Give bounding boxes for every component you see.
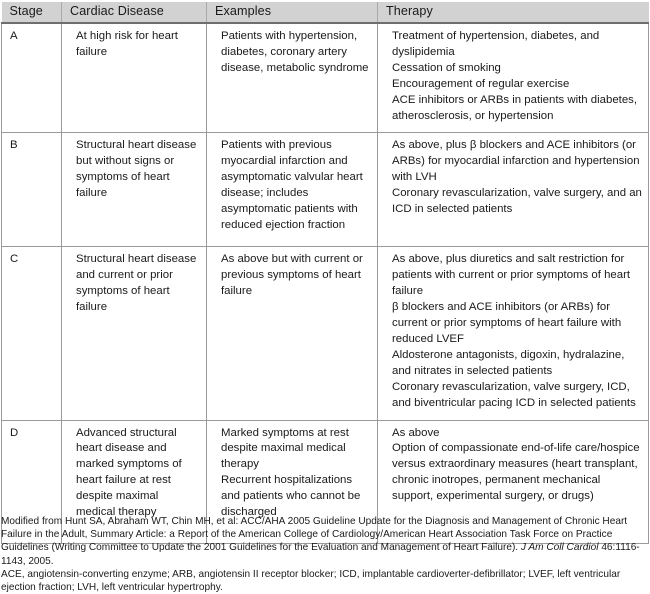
table-row-stage-b: [2, 133, 649, 247]
header-stage: Stage: [2, 2, 62, 23]
therapy-cell: [378, 247, 649, 420]
therapy-item: Coronary revascularization, valve surgery, and an ICD in selected patients: [392, 187, 642, 216]
citation-text: Modified from Hunt SA, Abraham WT, Chin MH, et al: ACC/AHA 2005 Guideline Update for the Diagnosis and Management of Chronic Heart Failure in the Adult, Summary Article: a Report of the American College of Cardiology/American Heart Association Task Force on Practice Guidelines (Writing Committee to Update the 2001 Guidelines for the Evaluation and Management of Heart Failure).: [1, 516, 628, 554]
therapy-item: Encouragement of regular exercise: [392, 77, 570, 90]
abbreviations-note: ACE, angiotensin-converting enzyme; ARB, angiotensin II receptor blocker; ICD, implantable cardioverter-defibrillator; LVEF, left ventricular ejection fraction; LVH, left ventricular hypertrophy.: [1, 568, 621, 594]
examples-cell: As above but with current or previous symptoms of heart failure: [207, 247, 378, 420]
header-row: [2, 2, 649, 23]
stage-cell: D: [2, 420, 62, 543]
table-body: [2, 23, 649, 543]
therapy-item: Cessation of smoking: [392, 61, 501, 74]
therapy-item: Coronary revascularization, valve surgery, ICD, and biventricular pacing ICD in selected patients: [392, 380, 636, 409]
therapy-item: Option of compassionate end-of-life care/hospice versus extraordinary measures (heart transplant, chronic inotropes, permanent mechanical support, experimental surgery, or drugs): [392, 442, 640, 503]
cardiac-disease-cell: Advanced structural heart disease and marked symptoms of heart failure at rest despite maximal medical therapy: [62, 420, 207, 543]
examples-cell: Patients with hypertension, diabetes, coronary artery disease, metabolic syndrome: [207, 23, 378, 133]
therapy-item: Aldosterone antagonists, digoxin, hydralazine, and nitrates in selected patients: [392, 348, 625, 377]
cardiac-disease-cell: Structural heart disease and current or prior symptoms of heart failure: [62, 247, 207, 420]
cardiac-disease-cell: Structural heart disease but without signs or symptoms of heart failure: [62, 133, 207, 247]
therapy-item: As above: [392, 426, 440, 439]
therapy-item: β blockers and ACE inhibitors (or ARBs) for current or prior symptoms of heart failure with reduced LVEF: [392, 301, 622, 345]
header-therapy: Therapy: [378, 2, 649, 23]
therapy-item: As above, plus diuretics and salt restriction for patients with current or prior symptoms of heart failure: [392, 253, 631, 298]
stage-cell: A: [2, 23, 62, 133]
therapy-cell: [378, 133, 649, 247]
table-row-stage-c: [2, 247, 649, 420]
heart-failure-stages-table-container: [1, 2, 648, 544]
cardiac-disease-cell: At high risk for heart failure: [62, 23, 207, 133]
therapy-item: Treatment of hypertension, diabetes, and dyslipidemia: [392, 30, 600, 58]
therapy-cell: [378, 23, 649, 133]
citation-volume: 46:1116-1143, 2005.: [1, 542, 640, 567]
table-footnote: [1, 515, 646, 594]
header-examples: Examples: [207, 2, 378, 23]
stage-cell: C: [2, 247, 62, 420]
examples-cell: Patients with previous myocardial infarction and asymptomatic valvular heart disease; includes asymptomatic patients with reduced ejection fraction: [207, 133, 378, 247]
table-header: [2, 2, 649, 23]
heart-failure-stages-table: [1, 2, 649, 544]
table-row-stage-a: [2, 23, 649, 133]
example-item: Marked symptoms at rest despite maximal medical therapy: [221, 426, 349, 471]
therapy-item: As above, plus β blockers and ACE inhibitors (or ARBs) for myocardial infarction and hypertension with LVH: [392, 139, 640, 184]
journal-name: J Am Coll Cardiol: [520, 542, 599, 554]
example-item: Recurrent hospitalizations and patients who cannot be discharged: [221, 474, 361, 519]
header-cardiac-disease: Cardiac Disease: [62, 2, 207, 23]
source-citation: [1, 515, 646, 568]
therapy-item: ACE inhibitors or ARBs in patients with diabetes, atherosclerosis, or hypertension: [392, 93, 638, 122]
stage-cell: B: [2, 133, 62, 247]
